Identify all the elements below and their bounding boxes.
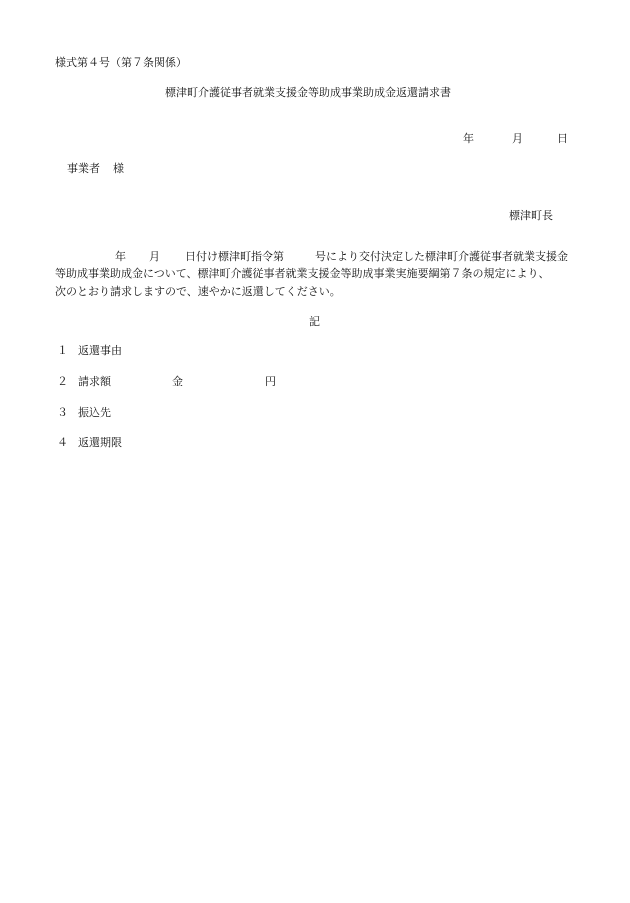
- body-line-3: 次のとおり請求しますので、速やかに返還してください。: [55, 285, 341, 298]
- form-number: 様式第４号（第７条関係）: [55, 56, 187, 69]
- item-label-refund-deadline: 返還期限: [78, 436, 122, 449]
- item-number: ３: [57, 406, 68, 419]
- item-number: ４: [57, 436, 68, 449]
- item-label-claim-amount: 請求額: [78, 375, 111, 388]
- body-reference-text: 日付け標津町指令第: [185, 250, 284, 263]
- date-year-label: 年: [463, 132, 474, 145]
- date-month-label: 月: [512, 132, 523, 145]
- amount-unit: 円: [265, 375, 276, 388]
- item-label-transfer-destination: 振込先: [78, 406, 111, 419]
- body-line-2: 等助成事業助成金について、標津町介護従事者就業支援金等助成事業実施要綱第７条の規定により、: [55, 267, 550, 280]
- item-number: ２: [57, 375, 68, 388]
- issuer-name: 標津町長: [509, 209, 553, 222]
- item-number: １: [57, 344, 68, 357]
- addressee-label: 事業者: [67, 162, 100, 175]
- addressee-honorific: 様: [113, 162, 124, 175]
- date-day-label: 日: [557, 132, 568, 145]
- ki-heading: 記: [309, 315, 320, 328]
- amount-prefix: 金: [172, 375, 183, 388]
- body-month-label: 月: [149, 250, 160, 263]
- body-year-label: 年: [115, 250, 126, 263]
- item-label-refund-reason: 返還事由: [78, 344, 122, 357]
- body-decision-text: 号により交付決定した標津町介護従事者就業支援金: [315, 250, 568, 263]
- document-title: 標津町介護従事者就業支援金等助成事業助成金返還請求書: [165, 86, 451, 99]
